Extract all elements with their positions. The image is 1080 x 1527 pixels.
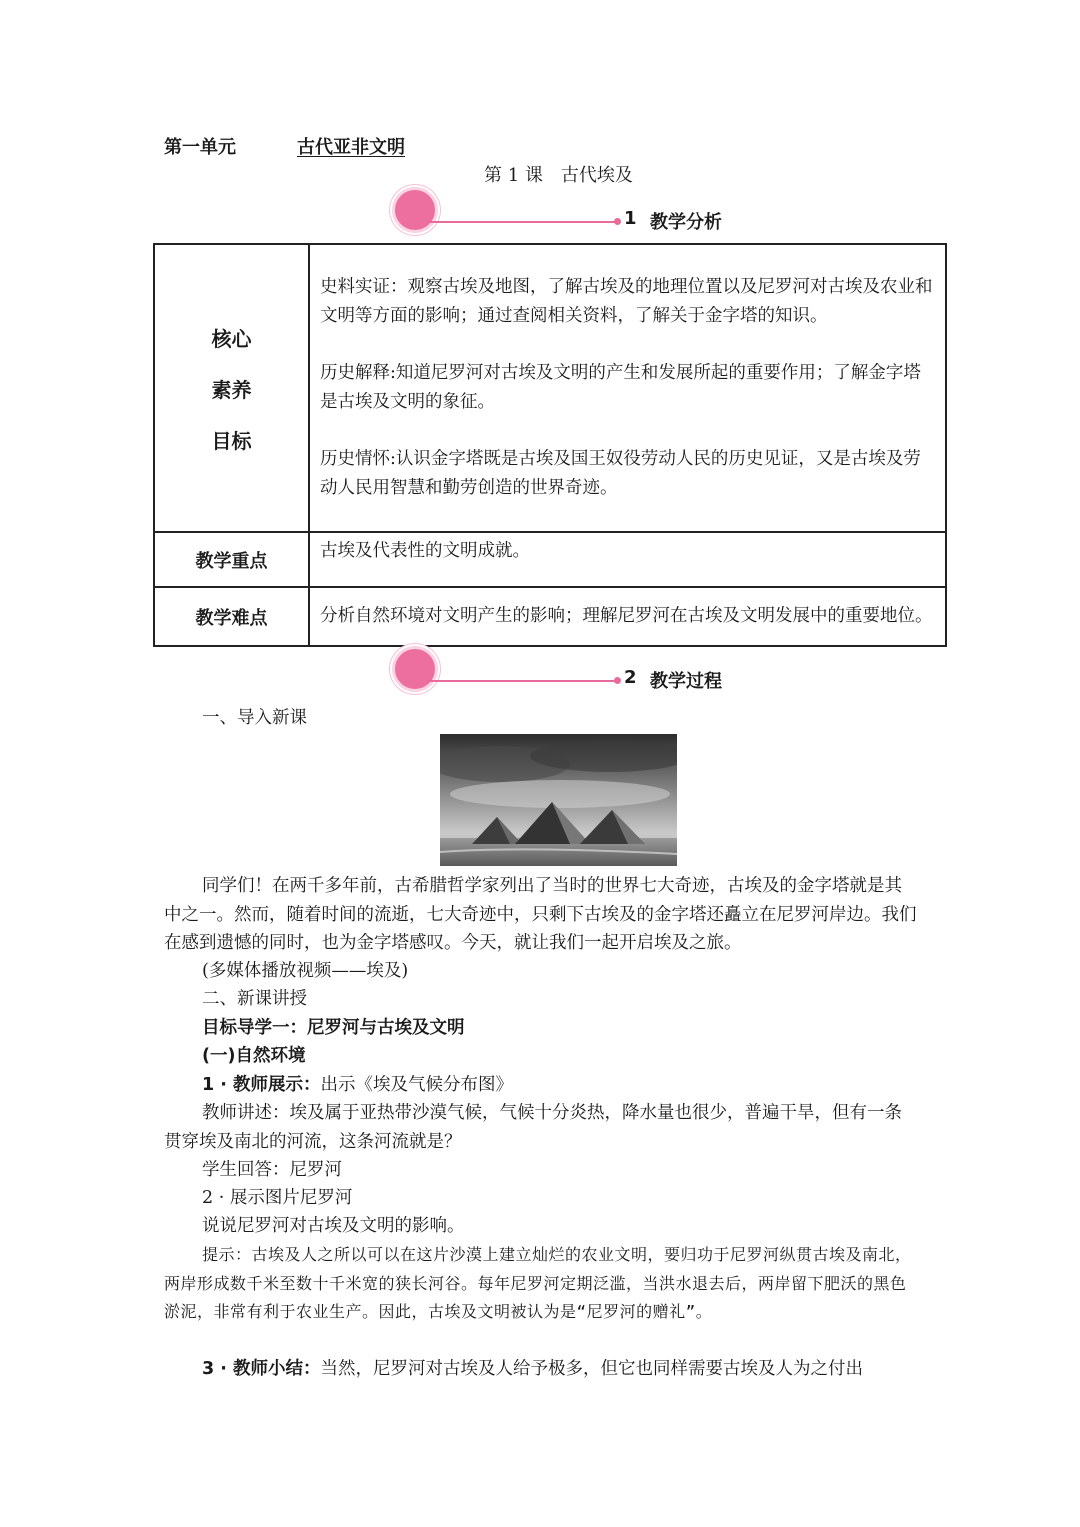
- label-line: 素养: [211, 377, 252, 402]
- hint-text: 提示：古埃及人之所以可以在这片沙漠上建立灿烂的农业文明，要归功于尼罗河纵贯古埃及南北，两岸形成数千米至数十千米宽的狭长河谷。每年尼罗河定期泛滥，当洪水退去后，两岸留下肥沃的黑色淤泥，非常有利于农业生产。因此，古埃及文明被认为是“尼罗河的赠礼”。: [164, 1245, 912, 1321]
- lead-in-heading: 一、导入新课: [202, 708, 307, 728]
- core-item: 历史情怀:认识金字塔既是古埃及国王奴役劳动人民的历史见证，又是古埃及劳动人民用智慧和勤劳创造的世界奇迹。: [320, 449, 921, 498]
- teaching-analysis-table: [153, 243, 947, 647]
- table-row: [154, 587, 946, 646]
- key-point-text: 古埃及代表性的文明成就。: [309, 532, 946, 587]
- student-answer: 学生回答：尼罗河: [202, 1160, 342, 1180]
- step-1: [202, 1071, 513, 1100]
- section-heading-analysis: [392, 187, 752, 243]
- section-title: 教学分析: [650, 212, 722, 233]
- section-heading-process: [392, 646, 752, 702]
- teacher-talk-text: 教师讲述：埃及属于亚热带沙漠气候，气候十分炎热，降水量也很少，普遍干旱，但有一条贯穿埃及南北的河流，这条河流就是？: [164, 1103, 902, 1152]
- pink-circle-icon: [392, 646, 438, 692]
- section-number: 1: [624, 208, 637, 229]
- label-line: 核心: [211, 326, 252, 351]
- dot-icon: [614, 677, 621, 684]
- pink-circle-icon: [392, 187, 438, 233]
- step-2: 2 · 展示图片尼罗河: [202, 1188, 353, 1208]
- step-1-label: 1 · 教师展示：: [202, 1075, 321, 1095]
- step-3-label: 3 · 教师小结：: [202, 1359, 321, 1379]
- pyramids-illustration: [440, 734, 677, 866]
- lesson-number: 第 1 课: [484, 165, 543, 186]
- new-lesson-heading: 二、新课讲授: [202, 989, 307, 1009]
- intro-paragraph: [164, 872, 918, 958]
- table-row: [154, 244, 946, 532]
- difficulty-text: 分析自然环境对文明产生的影响；理解尼罗河在古埃及文明发展中的重要地位。: [309, 587, 946, 646]
- core-literacy-label: [154, 244, 309, 532]
- goal-heading: 目标导学一：尼罗河与古埃及文明: [202, 1018, 465, 1038]
- divider: [426, 221, 616, 223]
- dot-icon: [614, 218, 621, 225]
- pyramid-photo: [440, 734, 677, 866]
- natural-environment-heading: (一)自然环境: [202, 1046, 306, 1066]
- section-title: 教学过程: [650, 671, 722, 692]
- label-line: 目标: [211, 428, 252, 453]
- table-row: [154, 532, 946, 587]
- core-item: 史料实证：观察古埃及地图，了解古埃及的地理位置以及尼罗河对古埃及农业和文明等方面的影响；通过查阅相关资料，了解关于金字塔的知识。: [320, 277, 933, 326]
- intro-text: 同学们！在两千多年前，古希腊哲学家列出了当时的世界七大奇迹，古埃及的金字塔就是其中之一。然而，随着时间的流逝，七大奇迹中，只剩下古埃及的金字塔还矗立在尼罗河岸边。我们在感到遗憾的同时，也为金字塔感叹。今天，就让我们一起开启埃及之旅。: [164, 876, 917, 953]
- lesson-title: [484, 161, 651, 187]
- section-number: 2: [624, 667, 637, 688]
- key-point-label: 教学重点: [154, 532, 309, 587]
- unit-title: 古代亚非文明: [297, 137, 405, 158]
- discussion-prompt: 说说尼罗河对古埃及文明的影响。: [202, 1216, 465, 1236]
- lesson-name: 古代埃及: [560, 165, 633, 186]
- teacher-talk: [164, 1099, 918, 1156]
- difficulty-label: 教学难点: [154, 587, 309, 646]
- hint-paragraph: [164, 1241, 918, 1327]
- divider: [426, 680, 616, 682]
- unit-heading: [164, 133, 405, 159]
- step-3-text: 当然，尼罗河对古埃及人给予极多，但它也同样需要古埃及人为之付出: [320, 1359, 864, 1379]
- step-1-text: 出示《埃及气候分布图》: [320, 1075, 514, 1095]
- core-item: 历史解释:知道尼罗河对古埃及文明的产生和发展所起的重要作用；了解金字塔是古埃及文明的象征。: [320, 363, 921, 412]
- video-note: (多媒体播放视频——埃及): [202, 961, 409, 981]
- step-3: [202, 1355, 863, 1384]
- unit-label: 第一单元: [164, 137, 236, 158]
- core-literacy-content: [309, 244, 946, 532]
